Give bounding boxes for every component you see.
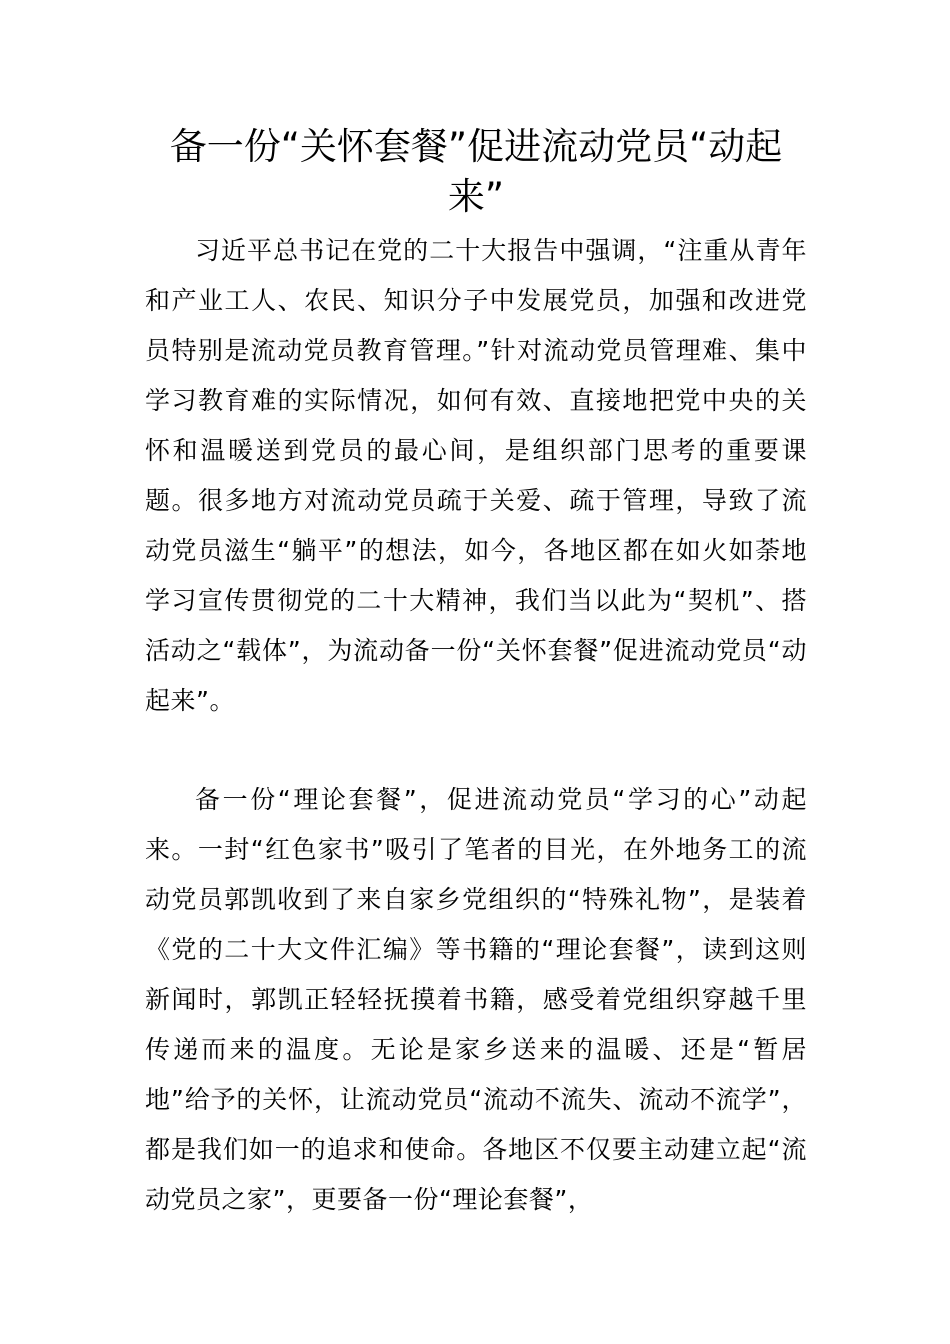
document-title: 备一份“关怀套餐”促进流动党员“动起来”	[169, 125, 783, 218]
paragraph-intro: 习近平总书记在党的二十大报告中强调，“注重从青年和产业工人、农民、知识分子中发展党员，加强和改进党员特别是流动党员教育管理。”针对流动党员管理难、集中学习教育难的实际情况，如何有效、直接地把党中央的关怀和温暖送到党员的最心间，是组织部门思考的重要课题。很多地方对流动党员疏于关爱、疏于管理，导致了流动党员滋生“躺平”的想法，如今，各地区都在如火如荼地学习宣传贯彻党的二十大精神，我们当以此为“契机”、搭活动之“载体”，为流动备一份“关怀套餐”促进流动党员“动起来”。	[145, 236, 807, 715]
paragraph-theory-package: 备一份“理论套餐”，促进流动党员“学习的心”动起来。一封“红色家书”吸引了笔者的目光，在外地务工的流动党员郭凯收到了来自家乡党组织的“特殊礼物”，是装着《党的二十大文件汇编》等书籍的“理论套餐”，读到这则新闻时，郭凯正轻轻抚摸着书籍，感受着党组织穿越千里传递而来的温度。无论是家乡送来的温暖、还是“暂居地”给予的关怀，让流动党员“流动不流失、流动不流学”，都是我们如一的追求和使命。各地区不仅要主动建立起“流动党员之家”，更要备一份“理论套餐”，	[145, 785, 807, 1214]
